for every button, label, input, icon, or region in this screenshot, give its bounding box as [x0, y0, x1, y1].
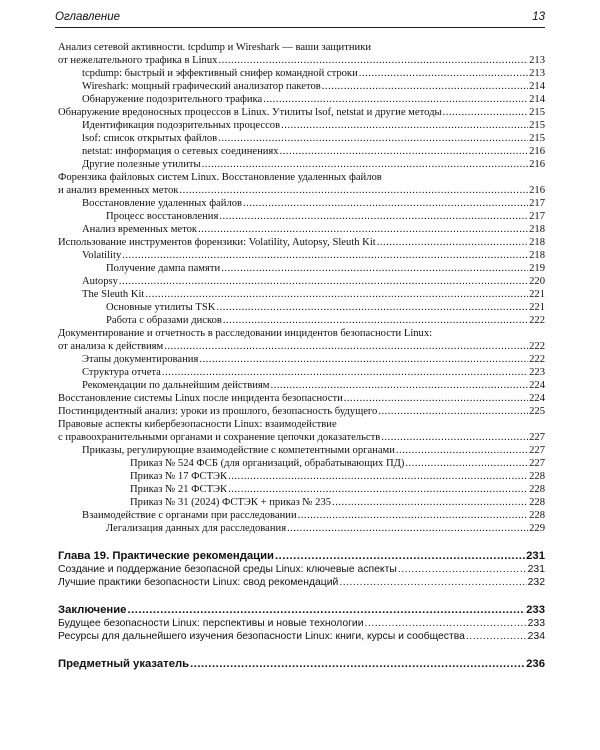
toc-entry-title: Autopsy: [82, 276, 118, 287]
toc-entry-title: Ресурсы для дальнейшего изучения безопасности Linux: книги, курсы и сообщества: [58, 631, 465, 642]
toc-entry-title: Приказ № 31 (2024) ФСТЭК + приказ № 235: [130, 497, 332, 508]
toc-page-number: 229: [529, 523, 545, 534]
dot-leader: [145, 288, 528, 301]
dot-leader: [396, 444, 528, 457]
toc-entry-title: Получение дампа памяти: [106, 263, 221, 274]
header-page-number: 13: [532, 11, 545, 23]
toc-page-number: 218: [529, 237, 545, 248]
toc-page-number: 213: [529, 55, 545, 66]
dot-leader: [199, 353, 528, 366]
toc-page-number: 231: [527, 564, 545, 575]
toc-entry-title: Создание и поддержание безопасной среды Linux: ключевые аспекты: [58, 564, 397, 575]
toc-entry-title: Анализ временных меток: [82, 224, 198, 235]
toc-page-number: 233: [527, 618, 545, 629]
toc-page-number: 216: [529, 185, 545, 196]
toc-page-number: 227: [529, 445, 545, 456]
toc-entry-title: Wireshark: мощный графический анализатор пакетов: [82, 81, 321, 92]
toc-entry-title: Другие полезные утилиты: [82, 159, 201, 170]
toc-entry-title: Взаимодействие с органами при расследовании: [82, 510, 297, 521]
toc-entry-title: с правоохранительными органами и сохранение цепочки доказательств: [58, 432, 381, 443]
section-gap: [58, 643, 545, 657]
toc-entry[interactable]: [58, 392, 545, 405]
dot-leader: [298, 509, 528, 522]
dot-leader: [223, 314, 528, 327]
dot-leader: [198, 223, 528, 236]
toc-entry-title: Лучшие практики безопасности Linux: свод рекомендаций: [58, 577, 339, 588]
toc-entry[interactable]: [58, 145, 545, 158]
dot-leader: [164, 340, 528, 353]
toc-page-number: 215: [529, 133, 545, 144]
toc-entry-title: Предметный указатель: [58, 658, 190, 670]
dot-leader: [443, 106, 529, 119]
toc-page-number: 217: [529, 198, 545, 209]
toc-entry[interactable]: [58, 366, 545, 379]
toc-page-number: 220: [529, 276, 545, 287]
toc-entry-title-line1: Документирование и отчетность в расследовании инцидентов безопасности Linux:: [58, 328, 433, 339]
dot-leader: [466, 630, 527, 643]
dot-leader: [218, 132, 528, 145]
toc-page-number: 223: [529, 367, 545, 378]
dot-leader: [218, 54, 528, 67]
dot-leader: [228, 470, 528, 483]
dot-leader: [162, 366, 528, 379]
dot-leader: [359, 67, 528, 80]
toc-entry[interactable]: [58, 171, 545, 197]
toc-entry[interactable]: [58, 418, 545, 444]
toc-entry-title: Будущее безопасности Linux: перспективы и новые технологии: [58, 618, 364, 629]
toc-page-number: 228: [529, 510, 545, 521]
toc-page-number: 222: [529, 354, 545, 365]
toc-entry[interactable]: [58, 80, 545, 93]
toc-page-number: 213: [529, 68, 545, 79]
toc-entry-title: Использование инструментов форензики: Volatility, Autopsy, Sleuth Kit: [58, 237, 376, 248]
toc-entry-title: Приказы, регулирующие взаимодействие с компетентными органами: [82, 445, 395, 456]
toc-page-number: 232: [527, 577, 545, 588]
dot-leader: [280, 145, 529, 158]
toc-entry-title-line1: Анализ сетевой активности. tcpdump и Wireshark — ваши защитники: [58, 42, 372, 53]
dot-leader: [179, 184, 528, 197]
dot-leader: [381, 431, 528, 444]
toc-entry[interactable]: [58, 236, 545, 249]
toc-chapter-entry[interactable]: [58, 549, 545, 563]
toc-page-number: 225: [529, 406, 545, 417]
toc-entry[interactable]: [58, 483, 545, 496]
toc-entry-title-line1: Форензика файловых систем Linux. Восстановление удаленных файлов: [58, 172, 382, 183]
dot-leader: [365, 617, 527, 630]
toc-entry[interactable]: [58, 522, 545, 535]
toc-entry[interactable]: [58, 457, 545, 470]
toc-entry-title: Восстановление системы Linux после инцидента безопасности: [58, 393, 343, 404]
dot-leader: [228, 483, 528, 496]
toc-page-number: 222: [529, 315, 545, 326]
toc-entry[interactable]: [58, 67, 545, 80]
toc-page-number: 214: [529, 94, 545, 105]
toc-entry[interactable]: [58, 210, 545, 223]
toc-page-number: 214: [529, 81, 545, 92]
toc-page-number: 218: [529, 250, 545, 261]
toc-entry-title: от анализа к действиям: [58, 341, 164, 352]
toc-page-number: 218: [529, 224, 545, 235]
dot-leader: [127, 603, 525, 617]
toc-page-number: 227: [529, 432, 545, 443]
toc-page-number: 233: [526, 604, 545, 616]
dot-leader: [378, 405, 528, 418]
toc-page-number: 217: [529, 211, 545, 222]
toc-entry-title: Восстановление удаленных файлов: [82, 198, 243, 209]
dot-leader: [339, 576, 526, 589]
toc-entry[interactable]: [58, 262, 545, 275]
toc-entry[interactable]: [58, 197, 545, 210]
dot-leader: [216, 301, 528, 314]
toc-entry-title: Приказ № 524 ФСБ (для организаций, обрабатывающих ПД): [130, 458, 405, 469]
toc-entry-title: Идентификация подозрительных процессов: [82, 120, 281, 131]
toc-entry[interactable]: [58, 444, 545, 457]
toc-entry[interactable]: [58, 93, 545, 106]
toc-entry-title: Рекомендации по дальнейшим действиям: [82, 380, 270, 391]
toc-page-number: 231: [526, 550, 545, 562]
dot-leader: [322, 80, 528, 93]
section-gap: [58, 535, 545, 549]
toc-entry-title: tcpdump: быстрый и эффективный снифер командной строки: [82, 68, 358, 79]
toc-entry-title: Структура отчета: [82, 367, 161, 378]
toc-page-number: 228: [529, 471, 545, 482]
toc-entry-title: Основные утилиты TSK: [106, 302, 216, 313]
dot-leader: [219, 210, 528, 223]
toc-entry-title: Volatility: [82, 250, 122, 261]
toc-page-number: 224: [529, 380, 545, 391]
dot-leader: [287, 522, 528, 535]
toc-entry-title: Приказ № 17 ФСТЭК: [130, 471, 228, 482]
toc-page-number: 224: [529, 393, 545, 404]
toc-entry-title: Заключение: [58, 604, 127, 616]
dot-leader: [275, 549, 525, 563]
toc-entry-title: Легализация данных для расследования: [106, 523, 287, 534]
section-gap: [58, 589, 545, 603]
dot-leader: [332, 496, 528, 509]
toc-entry[interactable]: [58, 249, 545, 262]
toc-entry[interactable]: [58, 509, 545, 522]
toc-entry[interactable]: [58, 496, 545, 509]
toc-entry[interactable]: [58, 119, 545, 132]
toc-entry[interactable]: [58, 327, 545, 353]
toc-entry-title: Глава 19. Практические рекомендации: [58, 550, 274, 562]
toc-page-number: 216: [529, 159, 545, 170]
dot-leader: [270, 379, 528, 392]
toc-entry-title: Этапы документирования: [82, 354, 199, 365]
toc-page-number: 216: [529, 146, 545, 157]
toc-page-number: 219: [529, 263, 545, 274]
dot-leader: [190, 657, 525, 671]
dot-leader: [122, 249, 528, 262]
toc-entry[interactable]: [58, 106, 545, 119]
toc-entry[interactable]: [58, 301, 545, 314]
toc-entry-title: Обнаружение вредоносных процессов в Linux. Утилиты lsof, netstat и другие методы: [58, 107, 442, 118]
dot-leader: [243, 197, 528, 210]
dot-leader: [398, 563, 527, 576]
toc-entry[interactable]: [58, 41, 545, 67]
toc-entry[interactable]: [58, 314, 545, 327]
dot-leader: [119, 275, 528, 288]
dot-leader: [405, 457, 528, 470]
dot-leader: [221, 262, 528, 275]
toc-entry-title: The Sleuth Kit: [82, 289, 145, 300]
dot-leader: [263, 93, 528, 106]
table-of-contents: [58, 41, 545, 671]
running-header: [55, 10, 545, 28]
toc-entry[interactable]: [58, 288, 545, 301]
toc-entry[interactable]: [58, 379, 545, 392]
toc-entry[interactable]: [58, 563, 545, 576]
toc-page-number: 234: [527, 631, 545, 642]
toc-entry-title-line1: Правовые аспекты кибербезопасности Linux: взаимодействие: [58, 419, 337, 430]
toc-entry-title: Процесс восстановления: [106, 211, 219, 222]
toc-entry-title: lsof: список открытых файлов: [82, 133, 218, 144]
header-title: Оглавление: [55, 11, 120, 23]
dot-leader: [377, 236, 528, 249]
toc-page-number: 236: [526, 658, 545, 670]
toc-entry[interactable]: [58, 158, 545, 171]
toc-chapter-entry[interactable]: [58, 603, 545, 617]
toc-entry-title: netstat: информация о сетевых соединениях: [82, 146, 279, 157]
toc-entry[interactable]: [58, 275, 545, 288]
toc-entry[interactable]: [58, 576, 545, 589]
toc-entry-title: Работа с образами дисков: [106, 315, 222, 326]
toc-entry-title: от нежелательного трафика в Linux: [58, 55, 218, 66]
toc-entry-title: Постинцидентный анализ: уроки из прошлого, безопасность будущего: [58, 406, 378, 417]
toc-entry[interactable]: [58, 470, 545, 483]
toc-entry[interactable]: [58, 405, 545, 418]
toc-entry[interactable]: [58, 617, 545, 630]
toc-page-number: 222: [529, 341, 545, 352]
toc-chapter-entry[interactable]: [58, 657, 545, 671]
toc-page-number: 215: [529, 107, 545, 118]
toc-entry[interactable]: [58, 630, 545, 643]
toc-page-number: 228: [529, 484, 545, 495]
toc-page-number: 227: [529, 458, 545, 469]
toc-page-number: 221: [529, 289, 545, 300]
dot-leader: [202, 158, 528, 171]
toc-entry[interactable]: [58, 353, 545, 366]
toc-entry[interactable]: [58, 223, 545, 236]
toc-entry-title: Обнаружение подозрительного трафика: [82, 94, 263, 105]
toc-page-number: 221: [529, 302, 545, 313]
toc-entry[interactable]: [58, 132, 545, 145]
toc-entry-title: Приказ № 21 ФСТЭК: [130, 484, 228, 495]
toc-page-number: 228: [529, 497, 545, 508]
toc-page-number: 215: [529, 120, 545, 131]
toc-entry-title: и анализ временных меток: [58, 185, 179, 196]
dot-leader: [281, 119, 528, 132]
dot-leader: [344, 392, 528, 405]
